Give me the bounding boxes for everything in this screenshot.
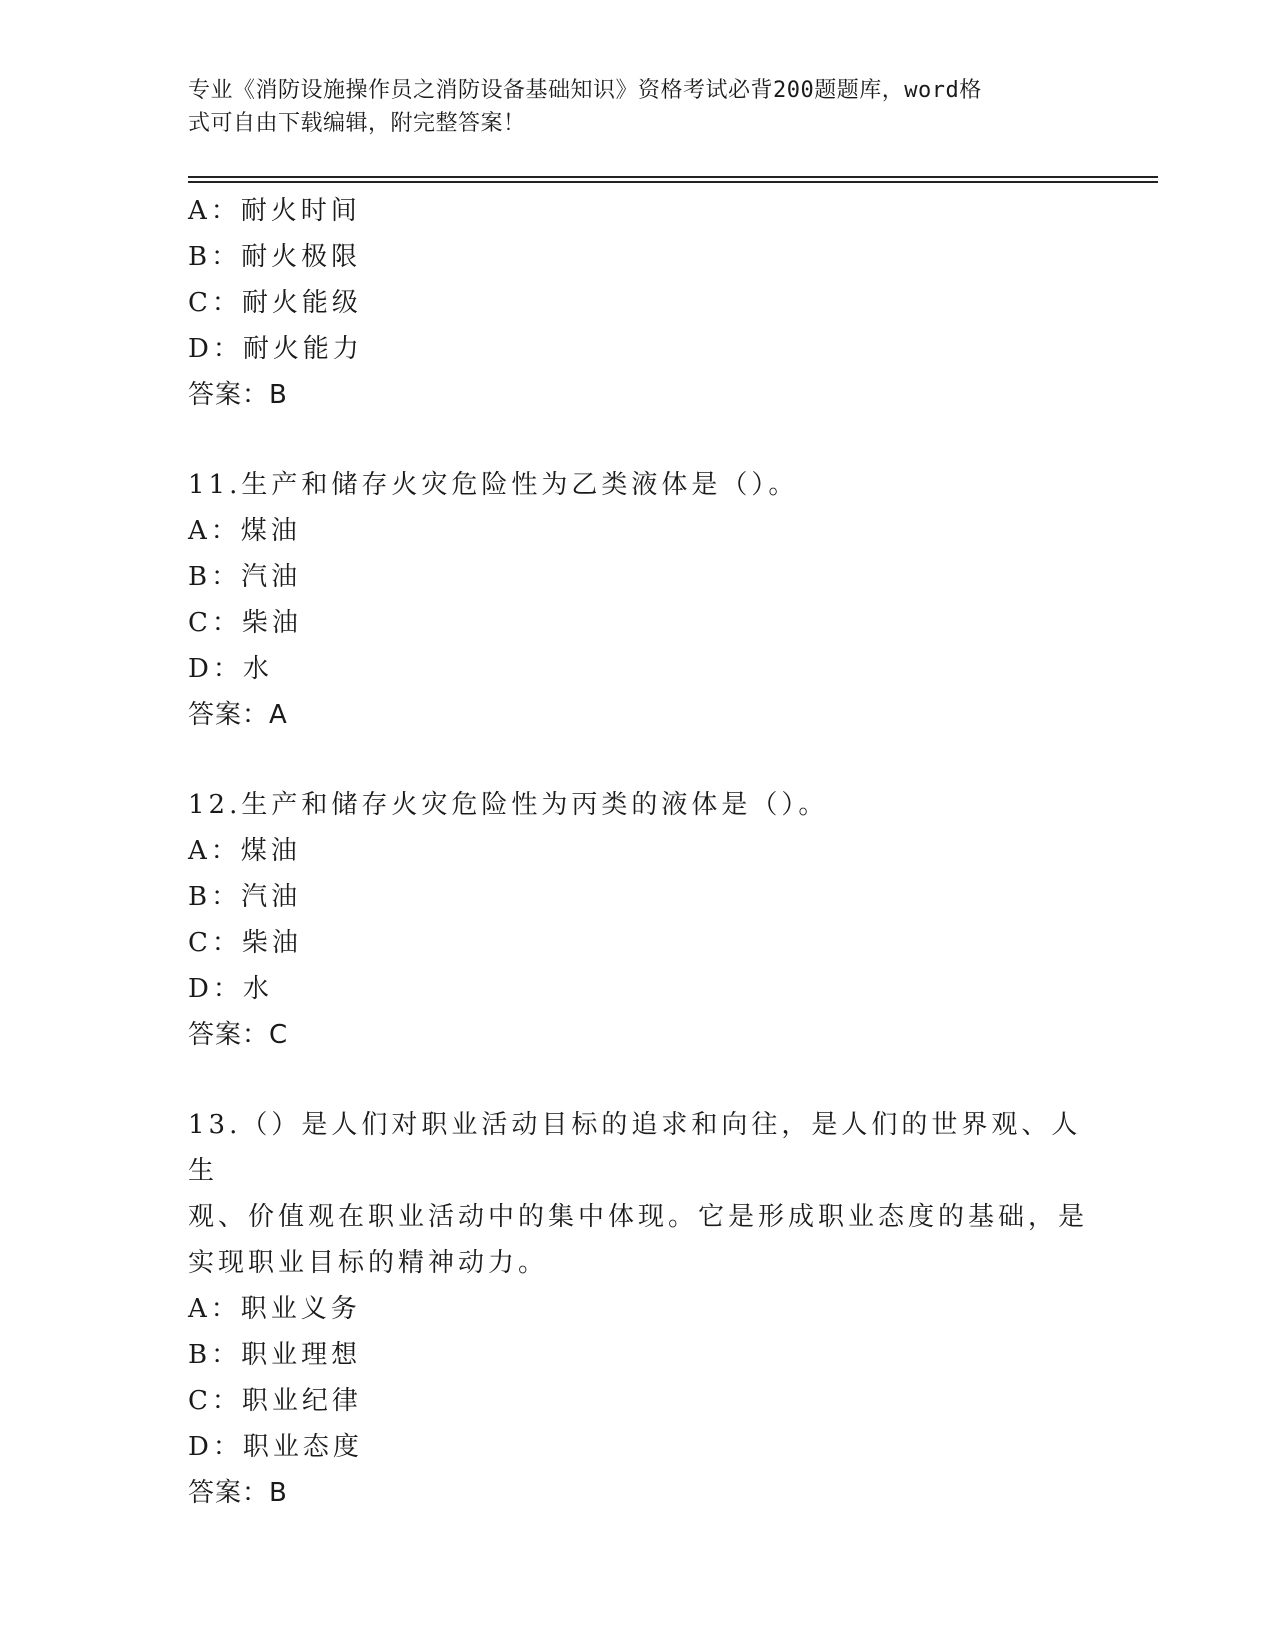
option-a: A：耐火时间: [188, 196, 361, 226]
question-stem-line-3: 实现职业目标的精神动力。: [188, 1248, 549, 1278]
option-d: D：水: [188, 654, 273, 684]
option-c: C：耐火能级: [188, 288, 362, 318]
option-b: B：职业理想: [188, 1340, 362, 1370]
question-12: [188, 782, 1088, 1058]
option-b: B：汽油: [188, 562, 302, 592]
option-a: A：煤油: [188, 836, 301, 866]
question-11: [188, 462, 1088, 738]
header-line-2: 式可自由下载编辑，附完整答案！: [188, 111, 526, 136]
document-header: [188, 74, 1068, 140]
question-10: [188, 188, 1088, 418]
option-b: B：汽油: [188, 882, 302, 912]
answer: 答案：C: [188, 1020, 289, 1050]
question-stem: [188, 1102, 1088, 1286]
option-c: C：职业纪律: [188, 1386, 362, 1416]
answer: 答案：A: [188, 700, 288, 730]
question-stem-line-2: 观、价值观在职业活动中的集中体现。它是形成职业态度的基础，是: [188, 1202, 1089, 1232]
option-c: C：柴油: [188, 608, 302, 638]
question-stem-line-1: 13.（）是人们对职业活动目标的追求和向往，是人们的世界观、人生: [188, 1110, 1082, 1186]
option-c: C：柴油: [188, 928, 302, 958]
option-d: D：水: [188, 974, 273, 1004]
question-13: [188, 1102, 1088, 1516]
answer: 答案：B: [188, 1478, 288, 1508]
header-divider-bottom: [188, 181, 1158, 183]
question-stem: 12.生产和储存火灾危险性为丙类的液体是（）。: [188, 790, 829, 820]
option-b: B：耐火极限: [188, 242, 362, 272]
question-list: [188, 188, 1088, 1516]
header-divider-top: [188, 176, 1158, 178]
answer: 答案：B: [188, 380, 288, 410]
header-line-1: 专业《消防设施操作员之消防设备基础知识》资格考试必背200题题库，word格: [188, 78, 982, 103]
option-a: A：职业义务: [188, 1294, 361, 1324]
question-stem: 11.生产和储存火灾危险性为乙类液体是（）。: [188, 470, 799, 500]
option-a: A：煤油: [188, 516, 301, 546]
option-d: D：耐火能力: [188, 334, 363, 364]
option-d: D：职业态度: [188, 1432, 363, 1462]
